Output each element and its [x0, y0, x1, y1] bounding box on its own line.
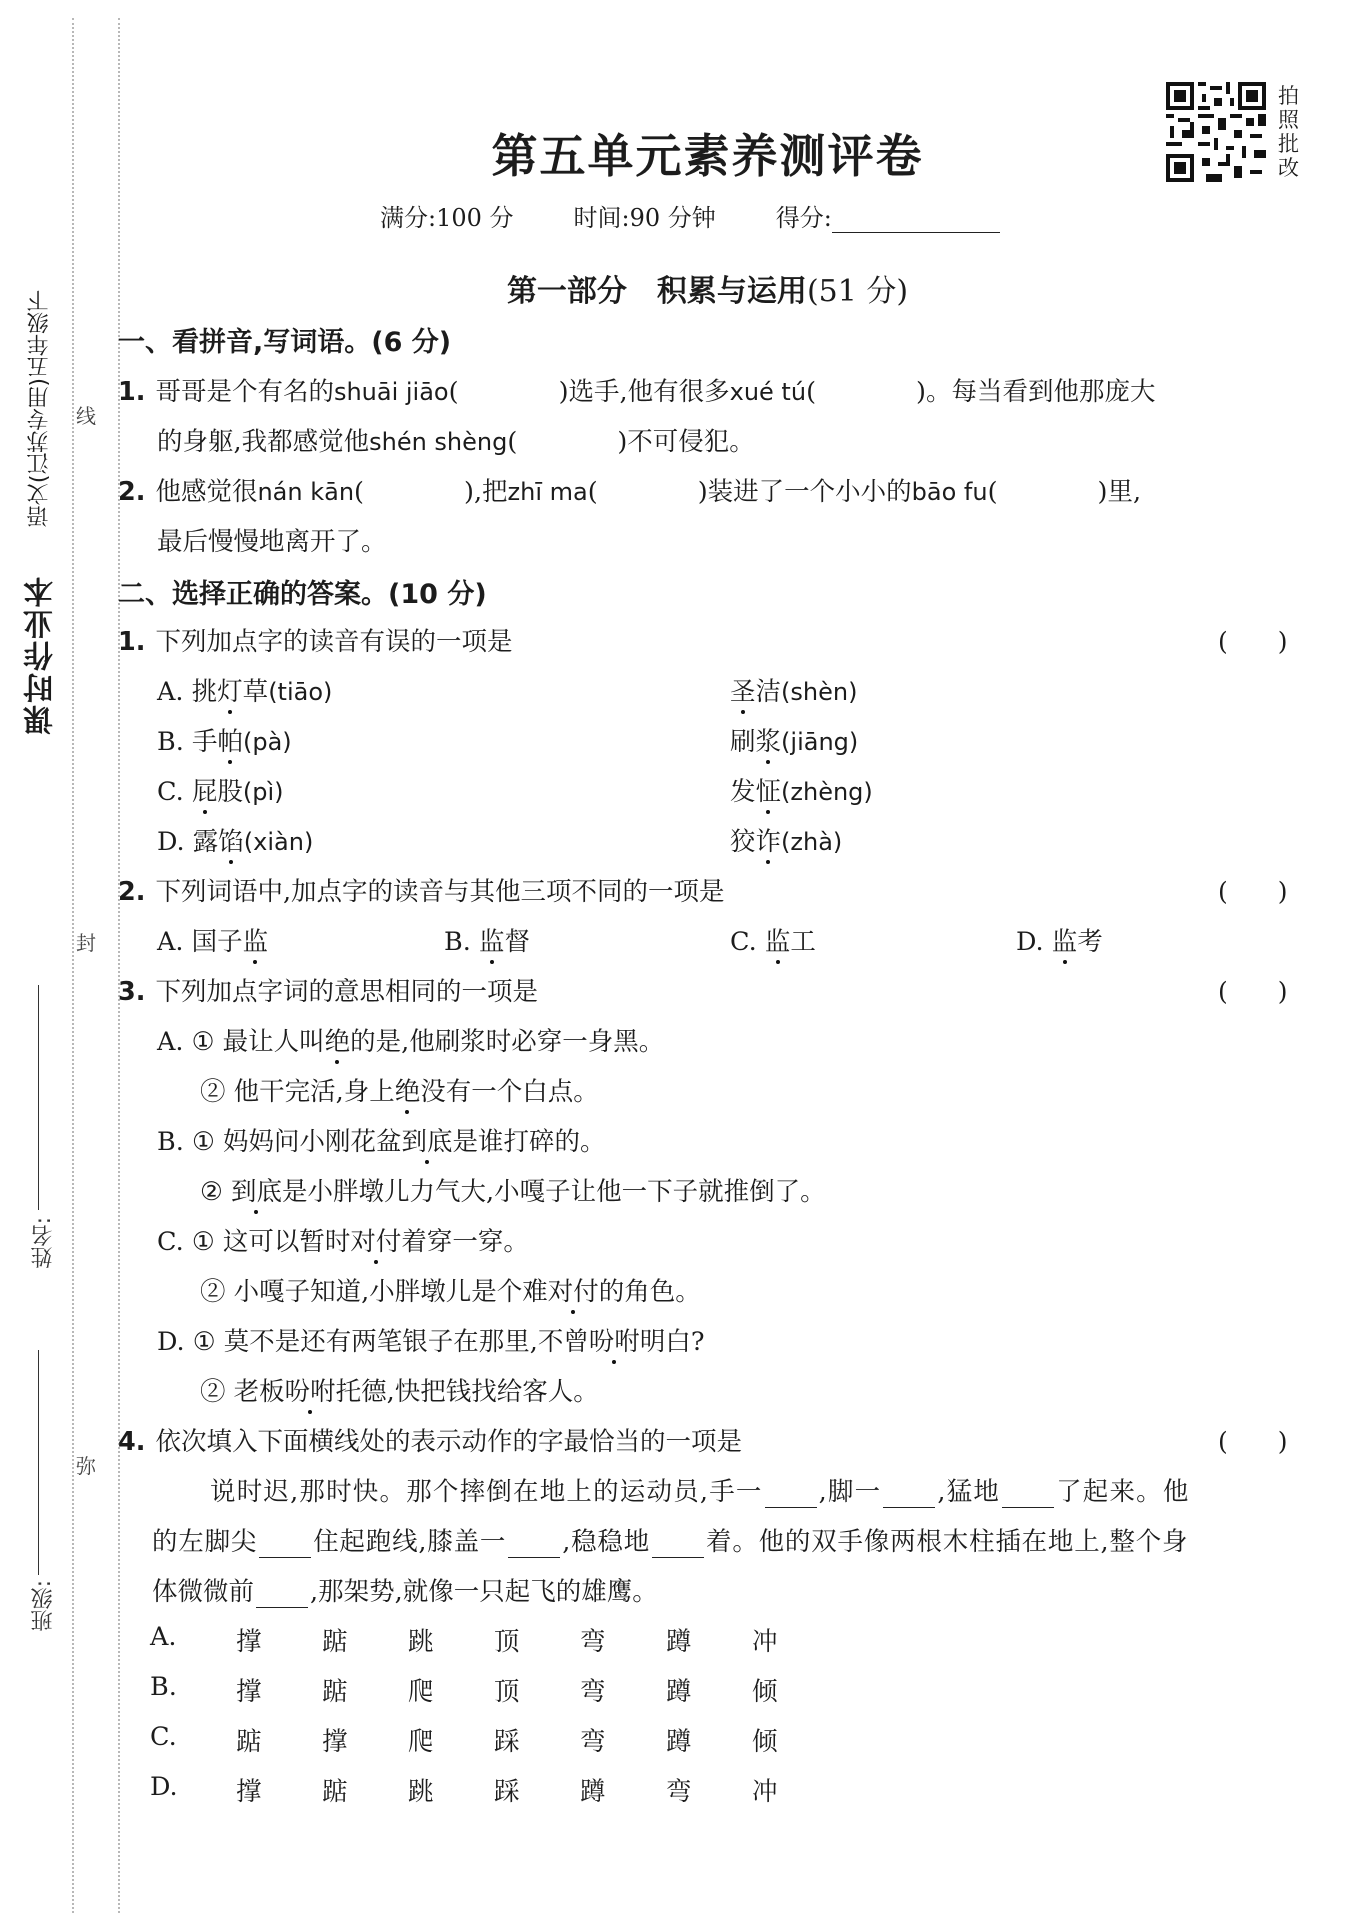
option-text: 是谁打碎的。	[452, 1127, 606, 1157]
s2-q1-option-b[interactable]	[157, 722, 292, 758]
sub-number: ②	[200, 1177, 223, 1207]
option-text: 托德,快把钱找给客人。	[335, 1377, 599, 1407]
s2-q3-option-b2	[200, 1172, 826, 1208]
option-text: 股	[217, 777, 243, 807]
s1-q1-text5: 不可侵犯。	[627, 427, 755, 457]
section1-title: 一、看拼音,写词语。	[118, 327, 372, 358]
s2-q2-text: 下列词语中,加点字的读音与其他三项不同的一项是	[155, 877, 725, 907]
option-word: 撑	[236, 1627, 262, 1657]
s2-q3-option-d1[interactable]	[157, 1322, 705, 1358]
option-pinyin: (zhà)	[781, 828, 843, 856]
s2-q3-stem	[118, 972, 538, 1008]
option-pinyin: (tiāo)	[268, 678, 333, 706]
qr-code-icon[interactable]	[1166, 82, 1266, 182]
option-text: 最让人叫	[222, 1027, 325, 1057]
s1-q1-pinyin1: shuāi jiāo	[333, 378, 449, 406]
fill-blank-4[interactable]	[259, 1535, 311, 1558]
option-text: 督	[504, 927, 530, 957]
class-field[interactable]	[38, 1350, 39, 1575]
option-text: 的是,他刷浆时必穿一身黑。	[350, 1027, 665, 1057]
name-label: 姓名:	[31, 1217, 56, 1269]
s2-q4-option-a[interactable]	[150, 1622, 838, 1658]
sub-number: ①	[191, 1227, 215, 1257]
s2-q3-answer-bracket[interactable]: ( )	[1218, 977, 1288, 1006]
option-word: 弯	[580, 1677, 606, 1707]
s1-q1-pinyin3: shén shèng	[369, 428, 508, 456]
dotted-char: 对付	[350, 1222, 401, 1258]
s1-q1-pinyin2: xué tú	[729, 378, 807, 406]
s2-q1-option-c-right[interactable]	[730, 772, 873, 808]
s2-q2-option-c[interactable]	[730, 922, 816, 958]
s1-q2-pinyin3: bāo fu	[911, 478, 988, 506]
passage-text: ,稳稳地	[562, 1527, 651, 1557]
option-label: C.	[730, 927, 757, 957]
fill-blank-7[interactable]	[256, 1585, 308, 1608]
option-word: 撑	[236, 1677, 262, 1707]
sub-number: ②	[200, 1277, 226, 1307]
option-pinyin: (xiàn)	[243, 828, 314, 856]
option-word: 踮	[236, 1727, 262, 1757]
s2-q4-passage-line3	[152, 1572, 658, 1608]
option-word: 踮	[322, 1777, 348, 1807]
option-text: 露	[192, 827, 219, 857]
option-word: 爬	[408, 1677, 434, 1707]
s2-q1-option-d[interactable]	[157, 822, 313, 858]
passage-text: 说时迟,那时快。那个摔倒在地上的运动员,手一	[210, 1477, 763, 1507]
option-pinyin: (shèn)	[781, 678, 858, 706]
s2-q2-stem	[118, 872, 725, 908]
sub-number: ①	[191, 1127, 215, 1157]
s2-q1-option-c[interactable]	[157, 772, 284, 808]
sub-number: ①	[191, 1027, 215, 1057]
option-label: D.	[157, 1327, 185, 1357]
dotted-char: 诈	[756, 822, 782, 858]
dotted-char: 监	[243, 922, 269, 958]
passage-text: ,猛地	[937, 1477, 1001, 1507]
option-text: 国子	[191, 927, 243, 957]
s2-q4-option-b[interactable]	[150, 1672, 838, 1708]
s1-q2-text2: ,把	[473, 477, 508, 507]
s2-q4-passage-line2	[152, 1522, 1188, 1558]
s2-q4-stem	[118, 1422, 742, 1458]
section2-heading	[118, 572, 487, 611]
dotted-char: 馅	[218, 822, 244, 858]
s1-q1-text2: 选手,他有很多	[568, 377, 730, 407]
option-text: 是小胖墩儿力气大,小嘎子让他一下子就推倒了。	[282, 1177, 826, 1207]
option-label: B.	[444, 927, 471, 957]
s2-q3-text: 下列加点字词的意思相同的一项是	[155, 977, 538, 1007]
option-word: 撑	[322, 1727, 348, 1757]
option-label: D.	[1016, 927, 1044, 957]
option-word: 弯	[580, 1627, 606, 1657]
part1-title-text: 第一部分 积累与运用	[506, 274, 807, 309]
dotted-char: 绝	[395, 1072, 421, 1108]
s2-q3-option-d2	[200, 1372, 599, 1408]
option-pinyin: (zhèng)	[781, 778, 873, 806]
s2-q4-answer-bracket[interactable]: ( )	[1218, 1427, 1288, 1456]
option-text: 手	[191, 727, 218, 757]
fill-blank-5[interactable]	[508, 1535, 560, 1558]
option-text: 没有一个白点。	[420, 1077, 599, 1107]
s1-q1-text3: 。每当看到他那庞大	[925, 377, 1156, 407]
option-label: B.	[150, 1672, 177, 1702]
score-label: 得分:	[775, 204, 832, 232]
s2-q4-text: 依次填入下面横线处的表示动作的字最恰当的一项是	[155, 1427, 742, 1457]
s2-q3-option-b1[interactable]	[157, 1122, 606, 1158]
option-text: 莫不是还有两笔银子在那里,不曾	[223, 1327, 589, 1357]
dotted-char: 到底	[401, 1122, 452, 1158]
option-word: 跳	[408, 1777, 434, 1807]
option-pinyin: (jiāng)	[781, 728, 859, 756]
option-word: 跳	[408, 1627, 434, 1657]
s1-q2-text3: 装进了一个小小的	[707, 477, 912, 507]
option-word: 蹲	[580, 1777, 606, 1807]
section1-heading	[118, 320, 451, 359]
option-word: 蹲	[666, 1627, 692, 1657]
option-word: 弯	[580, 1727, 606, 1757]
brand-label: 课时作业本	[24, 575, 59, 735]
s1-q2-text1: 他感觉很	[155, 477, 258, 507]
bind-char-feng: 封	[76, 931, 96, 955]
s2-q4-passage-line1	[210, 1472, 1190, 1508]
option-word: 踩	[494, 1727, 520, 1757]
fill-blank-1[interactable]	[765, 1485, 817, 1508]
s2-q1-option-a[interactable]	[157, 672, 332, 708]
s2-q1-number: 1.	[118, 627, 146, 657]
class-label: 班级:	[31, 1580, 56, 1632]
s1-q2-text4: 里,	[1107, 477, 1142, 507]
option-word: 踮	[322, 1627, 348, 1657]
dotted-char: 屁	[192, 772, 218, 808]
option-text: 着穿一穿。	[401, 1227, 529, 1257]
s2-q4-option-c[interactable]	[150, 1722, 838, 1758]
option-text: 这可以暂时	[222, 1227, 351, 1257]
dotted-char: 吩咐	[285, 1372, 336, 1408]
s2-q3-number: 3.	[118, 977, 146, 1007]
passage-text: ,脚一	[818, 1477, 882, 1507]
option-text: 妈妈问小刚花盆	[222, 1127, 402, 1157]
option-text: 刷	[730, 727, 756, 757]
dotted-char: 灯	[217, 672, 243, 708]
option-label: A.	[157, 677, 184, 707]
option-word: 顶	[494, 1677, 520, 1707]
option-word: 踩	[494, 1777, 520, 1807]
passage-text: 住起跑线,膝盖一	[313, 1527, 507, 1557]
option-word: 蹲	[666, 1727, 692, 1757]
passage-text: 的左脚尖	[152, 1527, 258, 1557]
sub-number: ②	[200, 1077, 226, 1107]
dotted-char: 对付	[548, 1272, 599, 1308]
option-label: A.	[157, 1027, 184, 1057]
passage-text: 了起来。他	[1056, 1477, 1190, 1507]
section1-points: (6 分)	[371, 327, 452, 358]
bind-char-xian: 线	[76, 404, 96, 428]
part1-points: (51 分)	[806, 274, 909, 309]
s1-q1-text4: 的身躯,我都感觉他	[157, 427, 370, 457]
s2-q4-number: 4.	[118, 1427, 146, 1457]
option-word: 倾	[752, 1677, 778, 1707]
section2-title: 二、选择正确的答案。	[118, 579, 388, 610]
option-word: 冲	[752, 1777, 778, 1807]
option-text: 洁	[755, 677, 782, 707]
s1-q2-pinyin1: nán kān	[257, 478, 355, 506]
option-label: A.	[150, 1622, 177, 1652]
option-word: 弯	[666, 1777, 692, 1807]
s1-q2-text5: 最后慢慢地离开了。	[157, 527, 387, 557]
score-field	[776, 198, 1000, 233]
sub-number: ②	[200, 1377, 226, 1407]
part1-title	[0, 266, 1350, 310]
option-text: 发	[730, 777, 756, 807]
option-word: 踮	[322, 1677, 348, 1707]
option-word: 倾	[752, 1727, 778, 1757]
s1-q1-text1: 哥哥是个有名的	[155, 377, 334, 407]
option-text: 的角色。	[598, 1277, 701, 1307]
s2-q3-option-a2	[200, 1072, 599, 1108]
dotted-char: 到底	[231, 1172, 282, 1208]
dotted-char: 监	[765, 922, 791, 958]
dotted-char: 圣	[730, 672, 756, 708]
s2-q3-option-c2	[200, 1272, 701, 1308]
bind-char-mi: 弥	[76, 1454, 96, 1478]
s2-q3-option-a1[interactable]	[157, 1022, 664, 1058]
option-text: 他干完活,身上	[233, 1077, 395, 1107]
option-word: 撑	[236, 1777, 262, 1807]
s2-q4-option-d[interactable]	[150, 1772, 838, 1808]
s2-q1-answer-bracket[interactable]: ( )	[1218, 627, 1288, 656]
qr-caption: 拍照批改	[1278, 84, 1299, 180]
s2-q2-number: 2.	[118, 877, 146, 907]
dotted-char: 监	[479, 922, 505, 958]
s1-q1-line2: 的身躯,我都感觉他shén shèng( )不可侵犯。	[157, 427, 755, 457]
s1-q1-number: 1.	[118, 377, 146, 407]
subject-label: 语文(江苏专用)五年级下	[27, 290, 52, 528]
option-label: B.	[157, 1127, 184, 1157]
page-title: 第五单元素养测评卷	[491, 129, 924, 183]
s2-q1-stem	[118, 622, 512, 658]
full-score: 满分:100 分	[380, 204, 514, 232]
option-text: 工	[790, 927, 816, 957]
fill-blank-3[interactable]	[1002, 1485, 1054, 1508]
name-field[interactable]	[38, 985, 39, 1210]
dotted-char: 吩咐	[589, 1322, 640, 1358]
option-text: 挑	[191, 677, 218, 707]
option-label: C.	[157, 777, 184, 807]
s2-q1-option-a-right[interactable]	[730, 672, 857, 708]
s2-q2-option-b[interactable]	[444, 922, 530, 958]
passage-text: ,那架势,就像一只起飞的雄鹰。	[310, 1577, 658, 1607]
option-text: 草	[242, 677, 269, 707]
option-label: D.	[157, 827, 185, 857]
option-label: D.	[150, 1772, 178, 1802]
dotted-char: 帕	[217, 722, 243, 758]
s1-q2-pinyin2: zhī ma	[507, 478, 588, 506]
s2-q2-option-d[interactable]	[1016, 922, 1103, 958]
s1-q2-line2	[157, 522, 387, 558]
dotted-char: 绝	[325, 1022, 351, 1058]
passage-text: 着。他的双手像两根木柱插在地上,整个身	[706, 1527, 1189, 1557]
section2-points: (10 分)	[388, 579, 487, 610]
sub-number: ①	[192, 1327, 216, 1357]
s2-q1-option-d-right[interactable]	[730, 822, 842, 858]
dotted-char: 监	[1052, 922, 1078, 958]
option-text: 老板	[233, 1377, 285, 1407]
dotted-char: 怔	[756, 772, 782, 808]
option-word: 冲	[752, 1627, 778, 1657]
s2-q2-option-a[interactable]	[157, 922, 268, 958]
dotted-char: 浆	[756, 722, 782, 758]
s2-q1-option-b-right[interactable]	[730, 722, 858, 758]
option-text: 明白?	[639, 1327, 705, 1357]
passage-text: 体微微前	[152, 1577, 255, 1607]
exam-meta	[380, 198, 1000, 233]
option-text: 狡	[730, 827, 756, 857]
option-pinyin: (pà)	[243, 728, 292, 756]
option-word: 顶	[494, 1627, 520, 1657]
s1-q2-number: 2.	[118, 477, 146, 507]
s1-q2-line1: 2. 他感觉很nán kān( ),把zhī ma( )装进了一个小小的bāo fu( )里,	[118, 477, 1142, 507]
option-word: 蹲	[666, 1677, 692, 1707]
option-word: 爬	[408, 1727, 434, 1757]
option-text: 小嘎子知道,小胖墩儿是个难	[233, 1277, 548, 1307]
option-label: B.	[157, 727, 184, 757]
s1-q1-line1: 1. 哥哥是个有名的shuāi jiāo( )选手,他有很多xué tú( )。每当看到他那庞大	[118, 377, 1156, 407]
s2-q1-text: 下列加点字的读音有误的一项是	[155, 627, 513, 657]
s2-q3-option-c1[interactable]	[157, 1222, 529, 1258]
option-label: C.	[150, 1722, 177, 1752]
score-input-line[interactable]	[832, 210, 1000, 233]
option-text: 考	[1077, 927, 1103, 957]
option-pinyin: (pì)	[242, 778, 284, 806]
fill-blank-2[interactable]	[883, 1485, 935, 1508]
fill-blank-6[interactable]	[652, 1535, 704, 1558]
time-limit: 时间:90 分钟	[573, 204, 716, 232]
option-label: C.	[157, 1227, 184, 1257]
s2-q2-answer-bracket[interactable]: ( )	[1218, 877, 1288, 906]
option-label: A.	[157, 927, 184, 957]
